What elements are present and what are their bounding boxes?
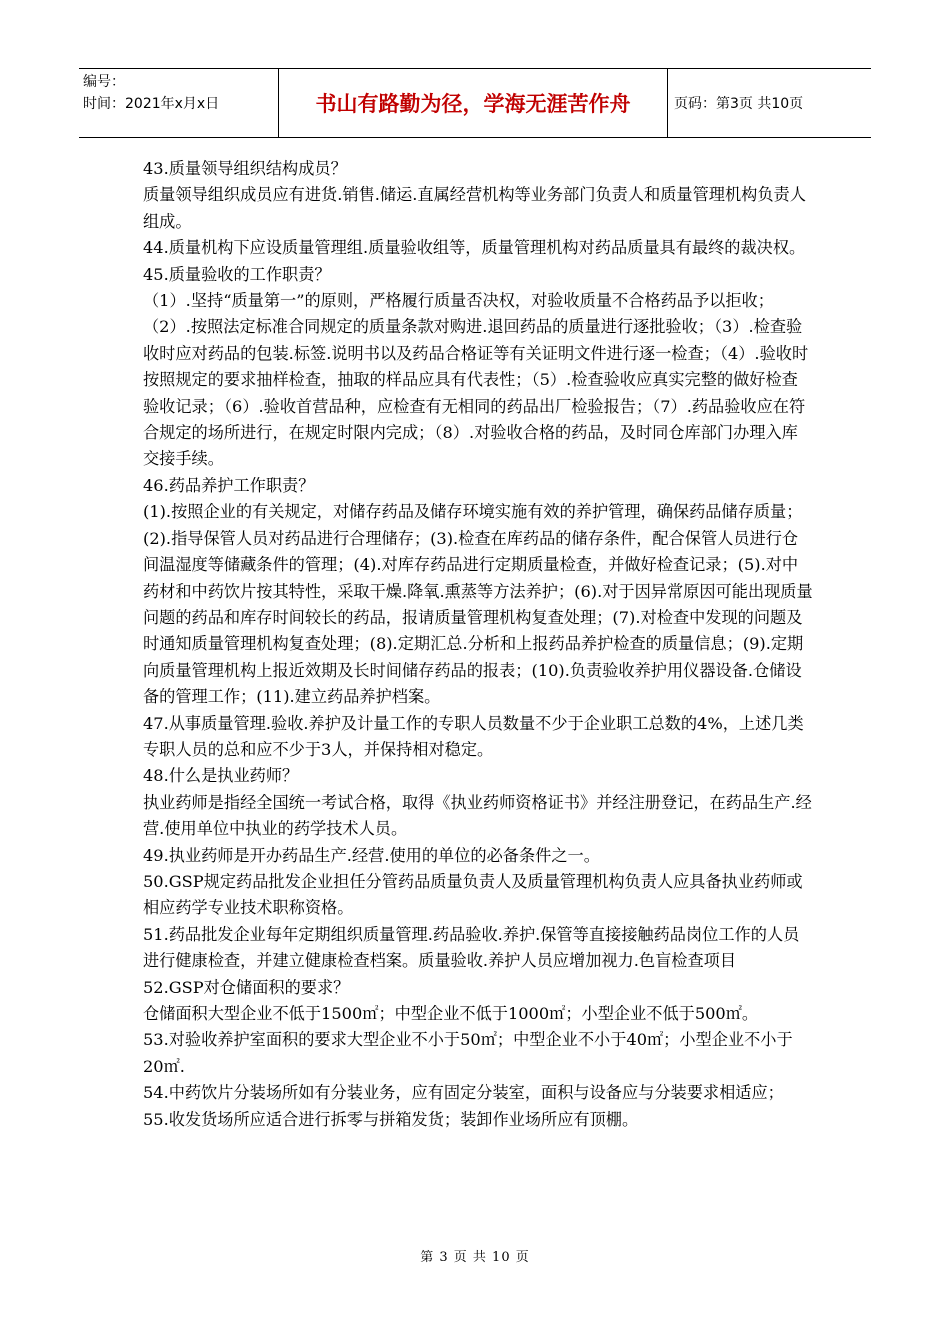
paragraph: 43.质量领导组织结构成员？ bbox=[143, 159, 347, 178]
document-body bbox=[143, 156, 813, 1133]
paragraph: 45.质量验收的工作职责？ bbox=[143, 264, 331, 284]
paragraph: 52.GSP对仓储面积的要求？ bbox=[143, 977, 350, 997]
number-label: 编号： bbox=[83, 74, 125, 90]
paragraph: 质量领导组织成员应有进货.销售.储运.直属经营机构等业务部门负责人和质量管理机构负责人组成。 bbox=[143, 185, 806, 231]
header-meta bbox=[79, 69, 279, 137]
paragraph: 49.执业药师是开办药品生产.经营.使用的单位的必备条件之一。 bbox=[143, 845, 600, 865]
header-motto: 书山有路勤为径，学海无涯苦作舟 bbox=[279, 69, 668, 137]
paragraph: 44.质量机构下应设质量管理组.质量验收组等，质量管理机构对药品质量具有最终的裁决权。 bbox=[143, 238, 806, 258]
paragraph: 55.收发货场所应适合进行拆零与拼箱发货；装卸作业场所应有顶棚。 bbox=[143, 1109, 639, 1129]
page-footer: 第 3 页 共 10 页 bbox=[420, 1250, 530, 1265]
paragraph: (1).按照企业的有关规定，对储存药品及储存环境实施有效的养护管理，确保药品储存质量；(2).指导保管人员对药品进行合理储存；(3).检查在库药品的储存条件，配合保管人员进行仓间温湿度等储藏条件的管理；(4).对库存药品进行定期质量检查，并做好检查记录；(5).对中药材和中药饮片按其特性，采取干燥.降氧.熏蒸等方法养护；(6).对于因异常原因可能出现质量问题的药品和库存时间较长的药品，报请质量管理机构复查处理；(7).对检查中发现的问题及时通知质量管理机构复查处理；(8).定期汇总.分析和上报药品养护检查的质量信息；(9).定期向质量管理机构上报近效期及长时间储存药品的报表；(10).负责验收养护用仪器设备.仓储设备的管理工作；(11).建立药品养护档案。 bbox=[143, 502, 813, 707]
paragraph: 51.药品批发企业每年定期组织质量管理.药品验收.养护.保管等直接接触药品岗位工作的人员进行健康检查，并建立健康检查档案。质量验收.养护人员应增加视力.色盲检查项目 bbox=[143, 924, 800, 971]
paragraph: 54.中药饮片分装场所如有分装业务，应有固定分装室，面积与设备应与分装要求相适应； bbox=[143, 1083, 784, 1103]
paragraph: 53.对验收养护室面积的要求大型企业不小于50㎡；中型企业不小于40㎡；小型企业不小于20㎡. bbox=[143, 1030, 793, 1076]
paragraph: 执业药师是指经全国统一考试合格，取得《执业药师资格证书》并经注册登记，在药品生产.经营.使用单位中执业的药学技术人员。 bbox=[143, 792, 812, 839]
paragraph: （1）.坚持“质量第一”的原则，严格履行质量否决权，对验收质量不合格药品予以拒收；（2）.按照法定标准合同规定的质量条款对购进.退回药品的质量进行逐批验收；（3）.检查验收时应对药品的包装.标签.说明书以及药品合格证等有关证明文件进行逐一检查；（4）.验收时按照规定的要求抽样检查，抽取的样品应具有代表性；（5）.检查验收应真实完整的做好检查验收记录；（6）.验收首营品种，应检查有无相同的药品出厂检验报告；（7）.药品验收应在符合规定的场所进行，在规定时限内完成；（8）.对验收合格的药品，及时同仓库部门办理入库交接手续。 bbox=[143, 291, 809, 469]
paragraph: 50.GSP规定药品批发企业担任分管药品质量负责人及质量管理机构负责人应具备执业药师或相应药学专业技术职称资格。 bbox=[143, 871, 803, 918]
paragraph: 仓储面积大型企业不低于1500㎡；中型企业不低于1000㎡；小型企业不低于500㎡。 bbox=[143, 1004, 759, 1023]
paragraph: 47.从事质量管理.验收.养护及计量工作的专职人员数量不少于企业职工总数的4%，上述几类专职人员的总和应不少于3人，并保持相对稳定。 bbox=[143, 713, 804, 759]
paragraph: 46.药品养护工作职责？ bbox=[143, 475, 315, 495]
header-page-info: 页码：第3页 共10页 bbox=[674, 96, 804, 112]
paragraph: 48.什么是执业药师？ bbox=[143, 766, 299, 786]
time-label: 时间：2021年x月x日 bbox=[83, 96, 220, 112]
page-header bbox=[79, 68, 871, 138]
